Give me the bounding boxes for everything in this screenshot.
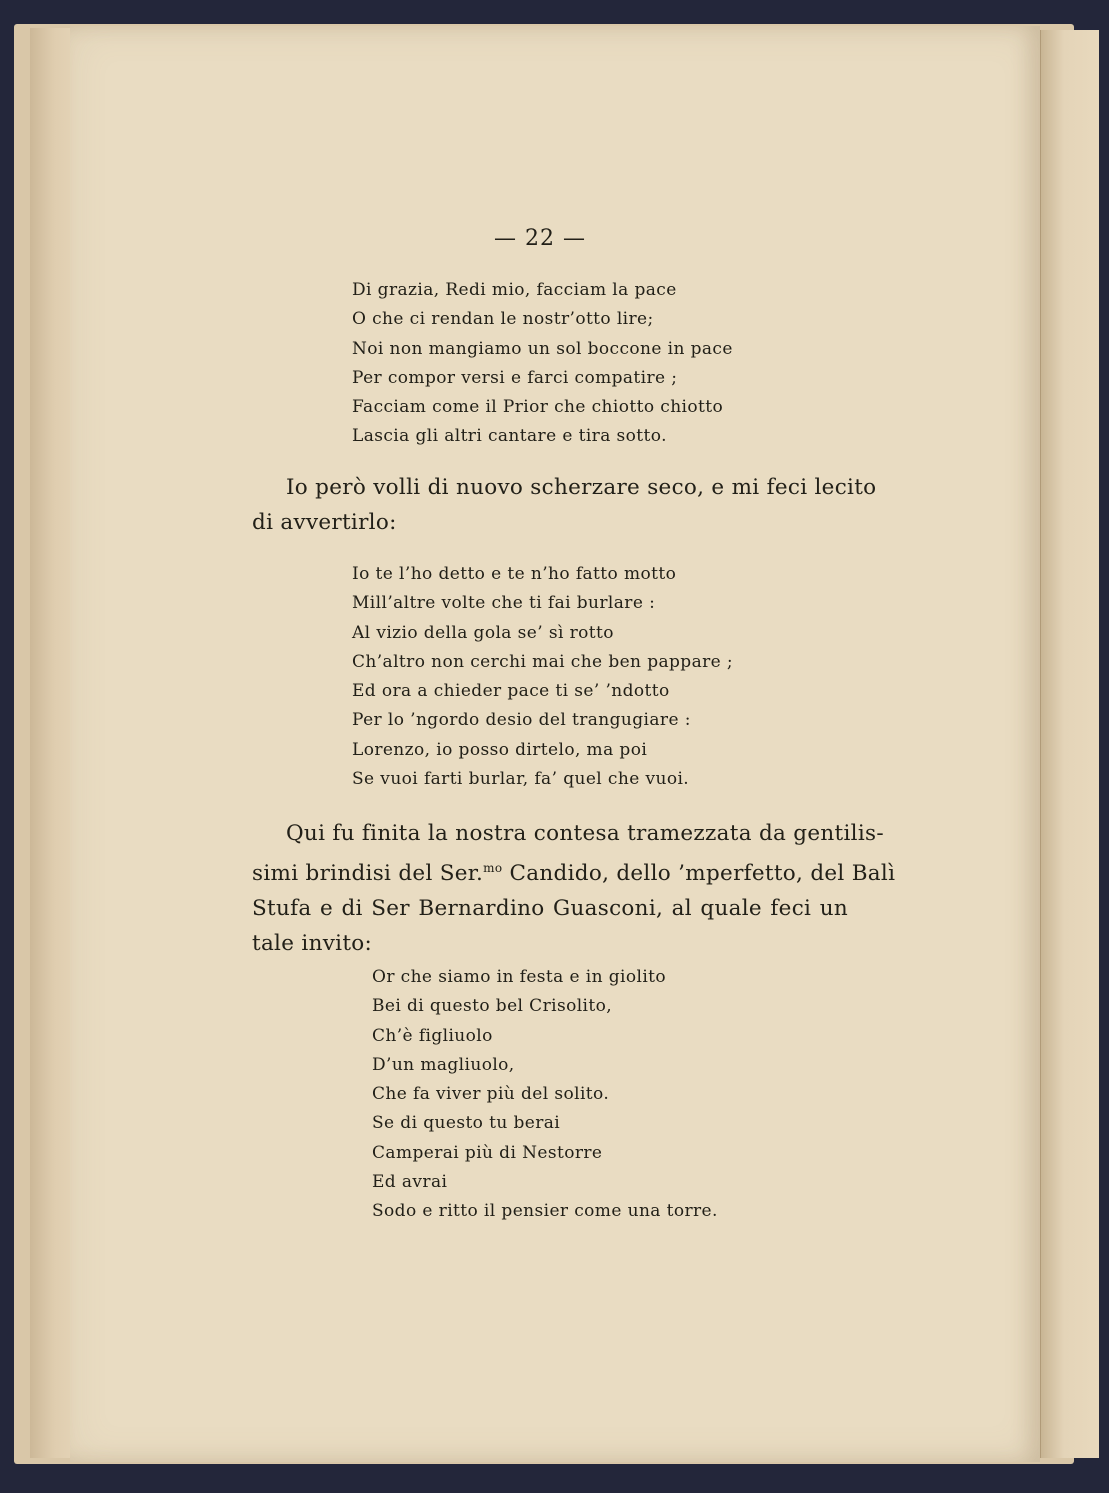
verse-line: Ch’altro non cerchi mai che ben pappare ; (352, 651, 734, 672)
verse-line: Bei di questo bel Crisolito, (372, 996, 613, 1017)
verse-line: Or che siamo in festa e in giolito (372, 967, 667, 987)
verse-line: D’un magliuolo, (372, 1054, 515, 1075)
verse-line: O che ci rendan le nostr’otto lire; (352, 309, 654, 330)
verse-line: Al vizio della gola se’ sì rotto (352, 622, 614, 643)
verse-line: Facciam come il Prior che chiotto chiotto (352, 397, 724, 418)
page-number: — 22 — (494, 226, 586, 251)
verse-stanza-3 (372, 963, 718, 1227)
verse-line: Noi non mangiamo un sol boccone in pace (352, 338, 733, 359)
verse-line: Per lo ’ngordo desio del trangugiare : (352, 710, 691, 731)
verse-line: Io te l’ho detto e te n’ho fatto motto (352, 564, 677, 584)
paragraph-2-line-2: simi brindisi del Ser.$^{mo}$ Candido, dello ’mperfetto, del Balì (252, 861, 896, 886)
paragraph-2-line-1: Qui fu finita la nostra contesa tramezzata da gentilis- (286, 821, 884, 846)
paragraph-2-line-4: tale invito: (252, 931, 373, 956)
paragraph-1-line-2: di avvertirlo: (252, 510, 397, 535)
verse-line: Se di questo tu berai (372, 1113, 561, 1134)
verse-line: Ed avrai (372, 1172, 448, 1193)
verse-stanza-1 (352, 276, 733, 452)
verse-line: Lascia gli altri cantare e tira sotto. (352, 426, 667, 447)
verse-line: Lorenzo, io posso dirtelo, ma poi (352, 739, 648, 760)
paragraph-2-line-3: Stufa e di Ser Bernardino Guasconi, al quale feci un (252, 896, 848, 921)
verse-line: Se vuoi farti burlar, fa’ quel che vuoi. (352, 769, 690, 790)
verse-line: Sodo e ritto il pensier come una torre. (372, 1201, 718, 1222)
verse-line: Ed ora a chieder pace ti se’ ’ndotto (352, 681, 670, 702)
verse-line: Ch’è figliuolo (372, 1025, 493, 1046)
superscript-mo: mo (483, 861, 503, 875)
verse-line: Che fa viver più del solito. (372, 1084, 610, 1105)
prose-paragraph-1 (252, 470, 877, 540)
paragraph-1-line-1: Io però volli di nuovo scherzare seco, e mi feci lecito (286, 475, 877, 500)
prose-paragraph-2 (252, 816, 896, 961)
verse-line: Camperai più di Nestorre (372, 1142, 603, 1163)
verse-line: Per compor versi e farci compatire ; (352, 367, 678, 388)
verse-stanza-2 (352, 560, 733, 794)
verse-line: Mill’altre volte che ti fai burlare : (352, 593, 656, 614)
verse-line: Di grazia, Redi mio, facciam la pace (352, 280, 677, 300)
